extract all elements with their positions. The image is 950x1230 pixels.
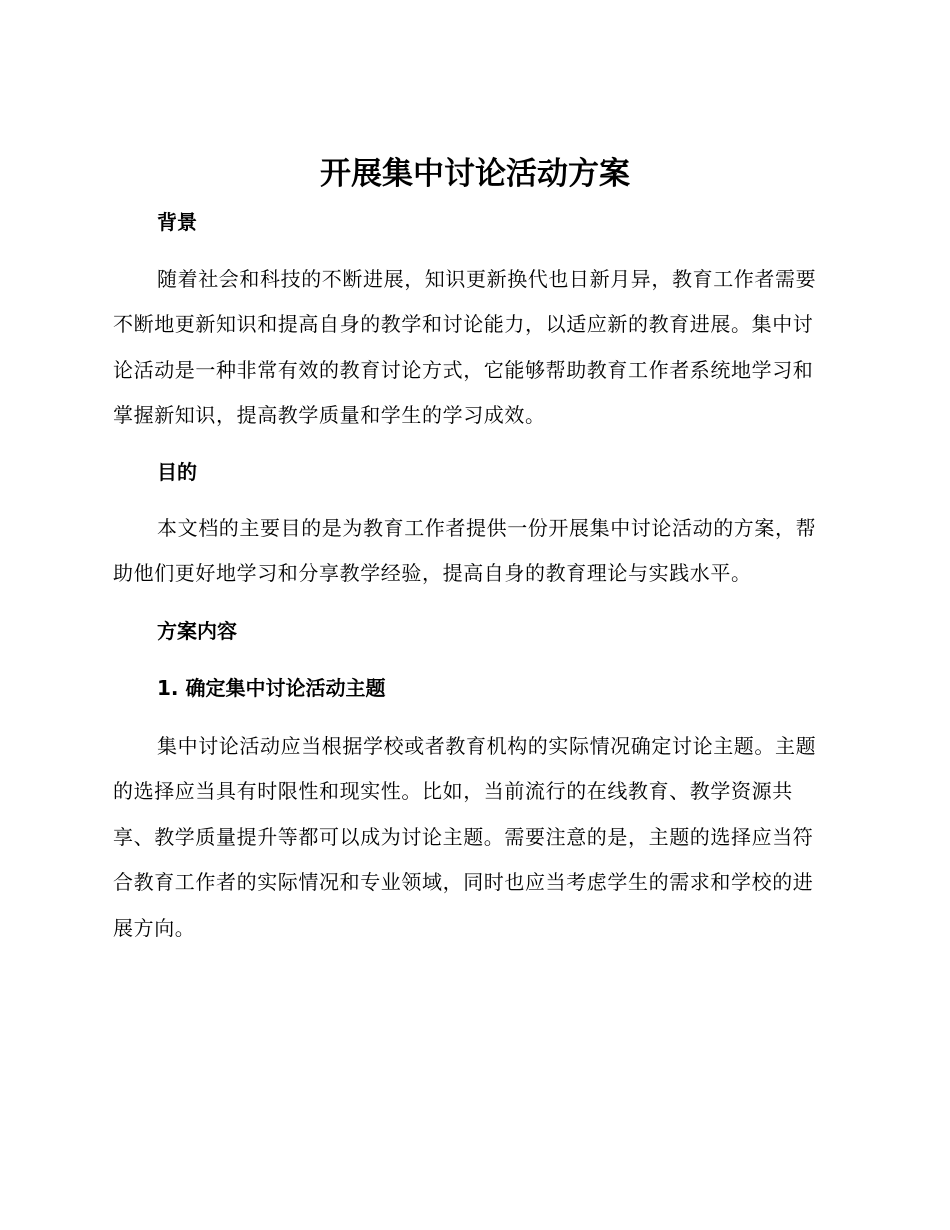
paragraph-background: 随着社会和科技的不断进展，知识更新换代也日新月异，教育工作者需要不断地更新知识和提高自身的教学和讨论能力，以适应新的教育进展。集中讨论活动是一种非常有效的教育讨论方式，它能够帮助教育工作者系统地学习和掌握新知识，提高教学质量和学生的学习成效。 (113, 267, 817, 428)
subheading-plan-topic: 1. 确定集中讨论活动主题 (157, 676, 386, 700)
section-heading-purpose: 目的 (157, 460, 197, 484)
section-heading-plan: 方案内容 (157, 619, 237, 643)
document-title: 开展集中讨论活动方案 (320, 156, 630, 192)
paragraph-purpose: 本文档的主要目的是为教育工作者提供一份开展集中讨论活动的方案，帮助他们更好地学习和分享教学经验，提高自身的教育理论与实践水平。 (113, 516, 817, 586)
paragraph-plan-topic: 集中讨论活动应当根据学校或者教育机构的实际情况确定讨论主题。主题的选择应当具有时限性和现实性。比如，当前流行的在线教育、教学资源共享、教学质量提升等都可以成为讨论主题。需要注意的是，主题的选择应当符合教育工作者的实际情况和专业领域，同时也应当考虑学生的需求和学校的进展方向。 (113, 734, 817, 940)
section-heading-background: 背景 (157, 210, 197, 234)
